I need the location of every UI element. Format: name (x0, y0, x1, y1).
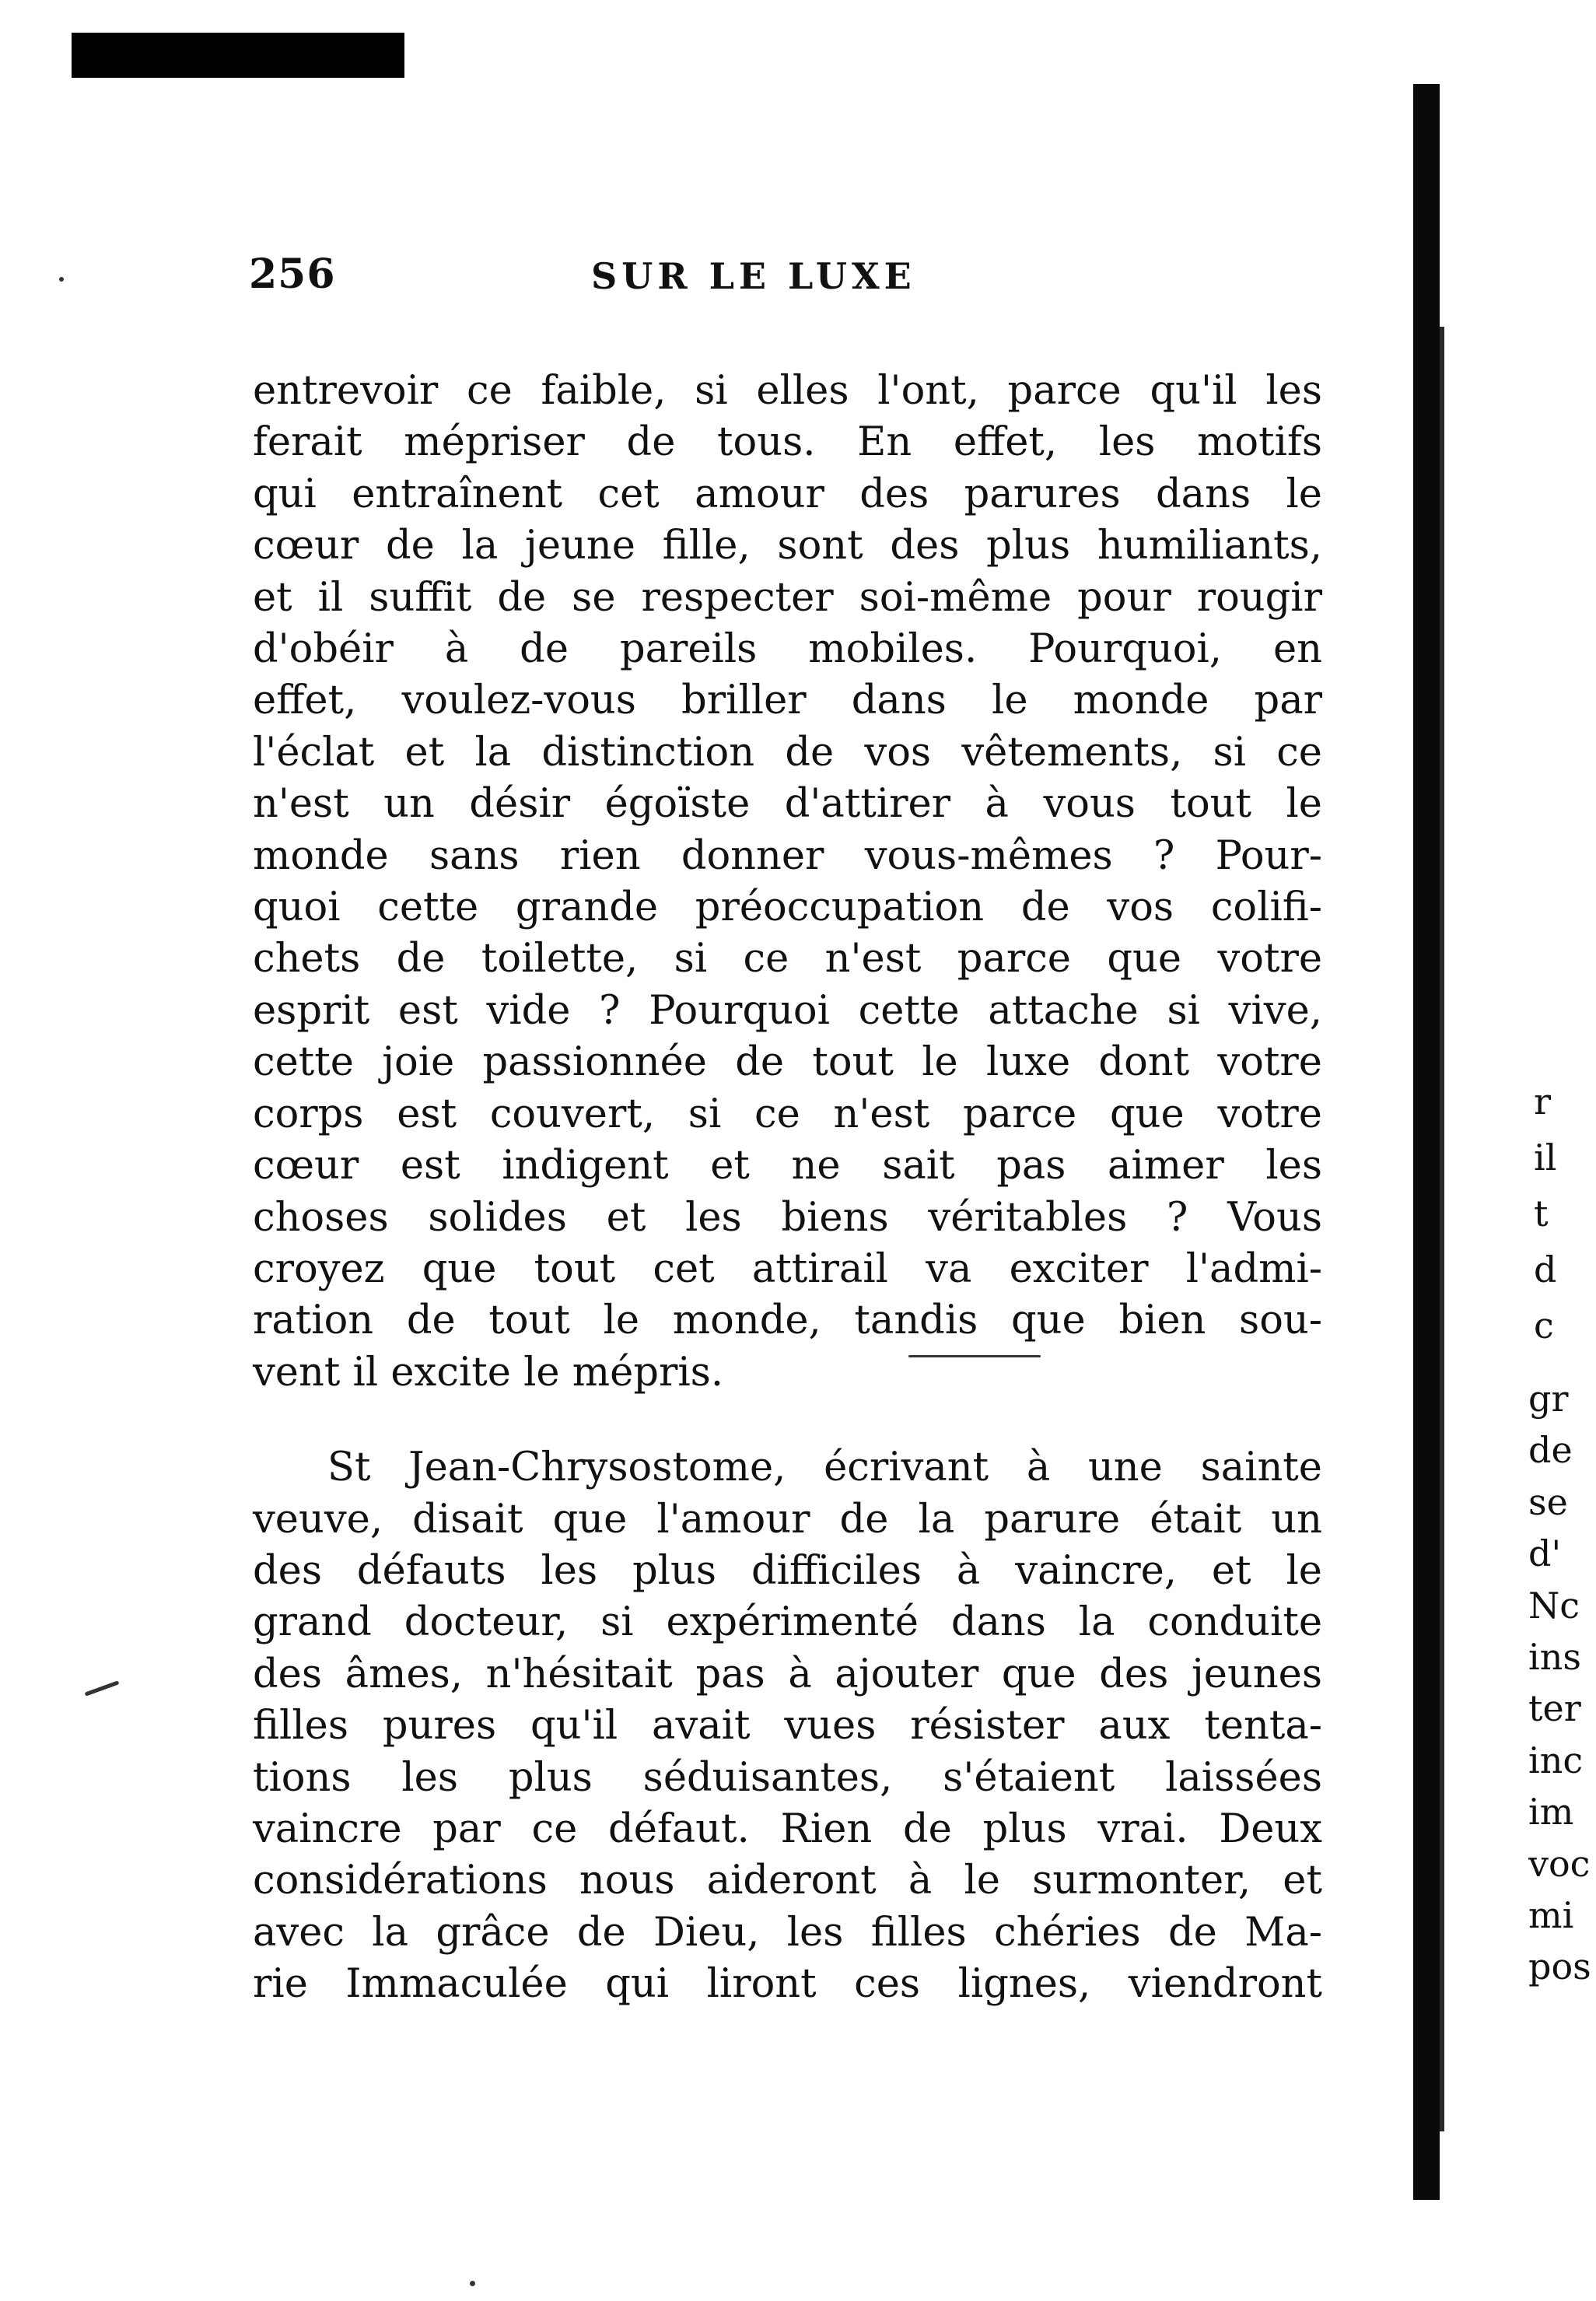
text-line: croyez que tout cet attirail va exciter l'admi- (253, 1245, 1322, 1292)
next-page-fragment: t (1534, 1193, 1549, 1235)
text-line: grand docteur, si expérimenté dans la conduite (253, 1599, 1322, 1646)
next-page-fragment: im (1528, 1791, 1574, 1833)
text-line: vaincre par ce défaut. Rien de plus vrai. Deux (253, 1805, 1322, 1852)
text-line: avec la grâce de Dieu, les filles chéries de Ma- (253, 1909, 1322, 1956)
next-page-fragment: Nc (1528, 1584, 1580, 1627)
text-line: cette joie passionnée de tout le luxe dont votre (253, 1039, 1322, 1086)
running-title: SUR LE LUXE (591, 255, 916, 297)
text-line: ferait mépriser de tous. En effet, les motifs (253, 419, 1322, 466)
paragraph-gap (253, 1399, 1322, 1442)
scan-speck (908, 1355, 1041, 1357)
text-line: effet, voulez-vous briller dans le monde par (253, 678, 1322, 724)
text-line: choses solides et les biens véritables ? Vous (253, 1194, 1322, 1241)
paragraph-1 (253, 366, 1322, 1399)
next-page-fragment: d' (1528, 1532, 1562, 1575)
text-line: des défauts les plus difficiles à vaincre, et le (253, 1547, 1322, 1594)
text-line: vent il excite le mépris. (253, 1349, 724, 1396)
next-page-fragment: ter (1528, 1687, 1581, 1730)
next-page-fragment: inc (1528, 1739, 1584, 1781)
next-page-fragments (1528, 1373, 1596, 1993)
text-line: l'éclat et la distinction de vos vêtements, si ce (253, 729, 1322, 776)
text-line: ration de tout le monde, tandis que bien sou- (253, 1298, 1322, 1344)
text-line: veuve, disait que l'amour de la parure était un (253, 1496, 1322, 1543)
paragraph-2 (253, 1442, 1322, 2010)
page-number: 256 (249, 250, 336, 298)
next-page-fragment: ins (1528, 1636, 1581, 1679)
text-line: qui entraînent cet amour des parures dans le (253, 471, 1322, 517)
text-line: chets de toilette, si ce n'est parce que votre (253, 936, 1322, 982)
next-page-fragment: r (1534, 1080, 1551, 1122)
next-page-fragment: c (1534, 1305, 1554, 1347)
text-line: n'est un désir égoïste d'attirer à vous tout le (253, 781, 1322, 828)
next-page-fragments-top (1534, 1073, 1596, 1354)
text-line: rie Immaculée qui liront ces lignes, viendront (253, 1961, 1322, 2008)
text-line: des âmes, n'hésitait pas à ajouter que des jeunes (253, 1651, 1322, 1697)
text-line: quoi cette grande préoccupation de vos colifi- (253, 884, 1322, 931)
text-line: tions les plus séduisantes, s'étaient laissées (253, 1754, 1322, 1801)
page-gutter-shadow (1413, 84, 1440, 2200)
text-line: cœur de la jeune fille, sont des plus humiliants, (253, 523, 1322, 569)
scan-speck (85, 1680, 120, 1696)
text-line: monde sans rien donner vous-mêmes ? Pour- (253, 832, 1322, 879)
text-line: et il suffit de se respecter soi-même pour rougir (253, 574, 1322, 621)
text-line: filles pures qu'il avait vues résister aux tenta- (253, 1703, 1322, 1749)
text-line: considérations nous aideront à le surmonter, et (253, 1858, 1322, 1904)
text-line: St Jean-Chrysostome, écrivant à une sainte (327, 1445, 1322, 1491)
text-line: d'obéir à de pareils mobiles. Pourquoi, en (253, 626, 1322, 673)
body-text (253, 366, 1322, 2011)
running-head (249, 250, 1338, 313)
next-page-fragment: de (1528, 1429, 1573, 1472)
page-gutter-edge (1440, 327, 1444, 2131)
next-page-fragment: il (1534, 1136, 1557, 1179)
text-line: corps est couvert, si ce n'est parce que votre (253, 1091, 1322, 1137)
scan-speck (59, 277, 64, 282)
top-bar-decoration (72, 33, 404, 78)
scan-speck (470, 2281, 475, 2286)
text-line: esprit est vide ? Pourquoi cette attache si vive, (253, 987, 1322, 1034)
next-page-fragment: se (1528, 1480, 1568, 1523)
next-page-fragment: d (1534, 1249, 1557, 1291)
text-line: cœur est indigent et ne sait pas aimer les (253, 1143, 1322, 1189)
next-page-fragment: voc (1528, 1842, 1591, 1885)
next-page-fragment: gr (1528, 1378, 1569, 1420)
next-page-fragment: mi (1528, 1894, 1574, 1937)
text-line: entrevoir ce faible, si elles l'ont, parce qu'il les (253, 368, 1322, 414)
next-page-fragment: pos (1528, 1946, 1591, 1988)
